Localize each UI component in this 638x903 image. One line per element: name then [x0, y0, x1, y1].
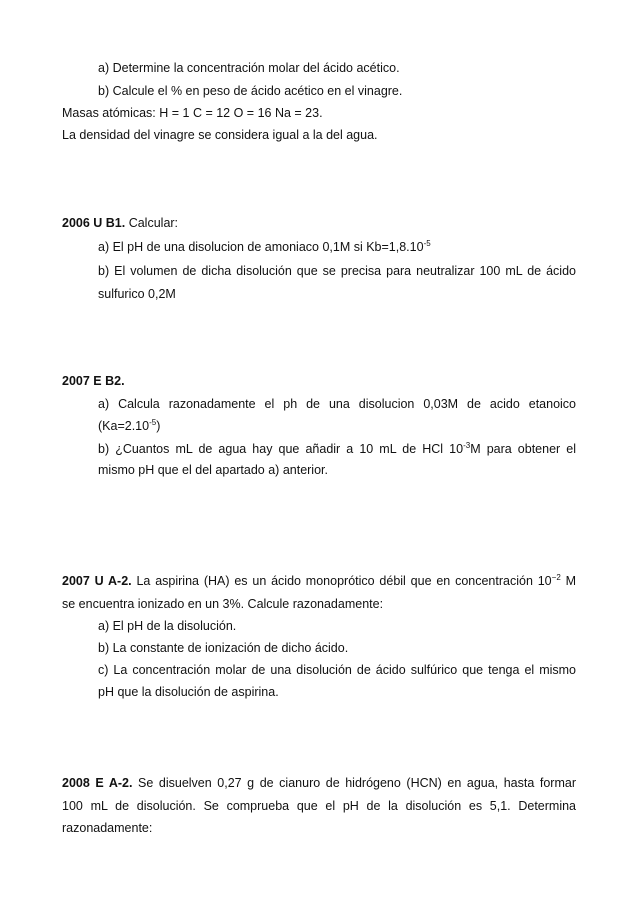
question-2006-item-b-line2: sulfurico 0,2M [98, 287, 176, 301]
question-2007e-item-b-line2: mismo pH que el del apartado a) anterior. [98, 463, 328, 477]
question-2007e-item-a-line2 [98, 418, 576, 434]
exponent: -3 [463, 441, 471, 450]
exponent: -5 [149, 418, 157, 427]
question-text-end: M [560, 574, 577, 588]
item-text-end: ) [156, 419, 161, 433]
question-2007u-line1 [62, 573, 576, 589]
question-code: 2008 E A-2. [62, 776, 133, 790]
item-text: (Ka=2.10 [98, 419, 150, 433]
exponent: -5 [423, 239, 431, 248]
question-2007e-heading [62, 373, 576, 389]
question-2006-item-a [98, 239, 576, 255]
exponent: −2 [551, 573, 561, 582]
question-2007u-line2: se encuentra ionizado en un 3%. Calcule razonadamente: [62, 597, 384, 611]
question-code: 2007 E B2. [62, 374, 125, 388]
question-2006-heading [62, 215, 576, 231]
question-2008-line2: 100 mL de disolución. Se comprueba que el pH de la disolución es 5,1. Determina [62, 799, 576, 813]
item-text: b) ¿Cuantos mL de agua hay que añadir a 10 mL de HCl 10 [98, 442, 464, 456]
question-text: Se disuelven 0,27 g de cianuro de hidrógeno (HCN) en agua, hasta formar [132, 776, 576, 790]
question-2006-item-b-line1: b) El volumen de dicha disolución que se precisa para neutralizar 100 mL de ácido [98, 264, 576, 278]
question-2007e-item-a-line1: a) Calcula razonadamente el ph de una disolucion 0,03M de acido etanoico [98, 397, 576, 411]
item-text-end: M para obtener el [470, 442, 576, 456]
question-code: 2007 U A-2. [62, 574, 132, 588]
question-lead: Calcular: [125, 216, 179, 230]
item-text: a) El pH de una disolucion de amoniaco 0,1M si Kb=1,8.10 [98, 240, 424, 254]
atomic-masses-line: Masas atómicas: H = 1 C = 12 O = 16 Na = 23. [62, 106, 323, 120]
question-2008-line1 [62, 775, 576, 791]
question-2007u-item-c-line1: c) La concentración molar de una disolución de ácido sulfúrico que tenga el mismo [98, 663, 576, 677]
density-line: La densidad del vinagre se considera igual a la del agua. [62, 128, 378, 142]
question-2007u-item-b: b) La constante de ionización de dicho ácido. [98, 641, 349, 655]
intro-item-b: b) Calcule el % en peso de ácido acético en el vinagre. [98, 84, 403, 98]
question-2007e-item-b-line1 [98, 441, 576, 457]
question-2007u-item-c-line2: pH que la disolución de aspirina. [98, 685, 279, 699]
question-2007u-item-a: a) El pH de la disolución. [98, 619, 237, 633]
question-2008-line3: razonadamente: [62, 821, 153, 835]
intro-item-a: a) Determine la concentración molar del ácido acético. [98, 61, 400, 75]
question-text: La aspirina (HA) es un ácido monoprótico débil que en concentración 10 [131, 574, 552, 588]
question-code: 2006 U B1. [62, 216, 126, 230]
